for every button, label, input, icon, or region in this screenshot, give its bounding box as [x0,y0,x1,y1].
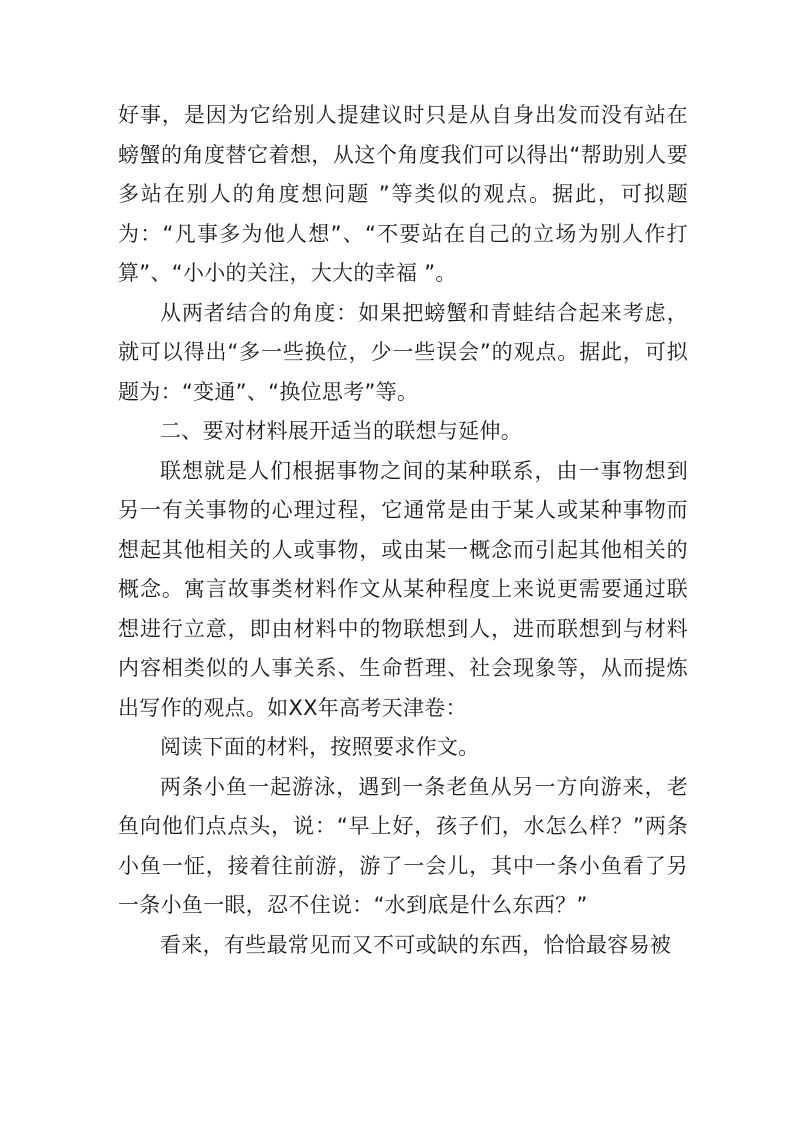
paragraph-1: 好事，是因为它给别人提建议时只是从自身出发而没有站在螃蟹的角度替它着想，从这个角度我们可以得出“帮助别人要多站在别人的角度想问题 ”等类似的观点。据此，可拟题为：“凡事多为他人想”、“不要站在自己的立场为别人作打算”、“小小的关注，大大的幸福 ”。 [118,103,688,285]
paragraph-6: 看来，有些最常见而又不可或缺的东西，恰恰最容易被 [160,932,672,957]
paragraph-4: 阅读下面的材料，按照要求作文。 [160,735,480,759]
paragraph-3: 联想就是人们根据事物之间的某种联系，由一事物想到另一有关事物的心理过程，它通常是由于某人或某种事物而想起其他相关的人或事物，或由某一概念而引起其他相关的概念。寓言故事类材料作文从某种程度上来说更需要通过联想进行立意，即由材料中的物联想到人，进而联想到与材料内容相类似的人事关系、生命哲理、社会现象等，从而提炼出写作的观点。如XX年高考天津卷： [118,458,688,720]
paragraph-5: 两条小鱼一起游泳，遇到一条老鱼从另一方向游来，老鱼向他们点点头，说：“早上好，孩子们，水怎么样？”两条小鱼一怔，接着往前游，游了一会儿，其中一条小鱼看了另一条小鱼一眼，忍不住说：“水到底是什么东西？” [118,774,688,917]
document-body [118,96,688,965]
section-heading: 二、要对材料展开适当的联想与延伸。 [160,419,523,443]
paragraph-2: 从两者结合的角度：如果把螃蟹和青蛙结合起来考虑，就可以得出“多一些换位，少一些误会”的观点。据此，可拟题为：“变通”、“换位思考”等。 [118,300,688,404]
